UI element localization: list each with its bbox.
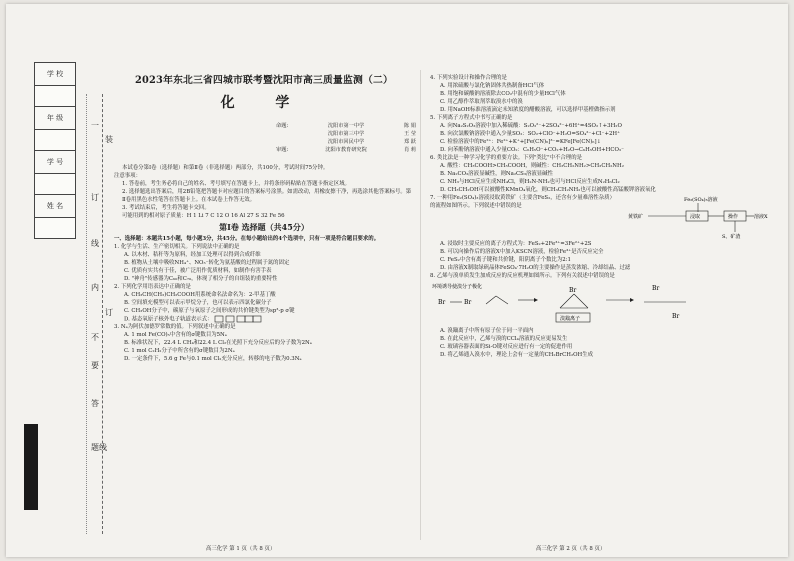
binding-strip: [14, 54, 84, 554]
option: B. 用饱和碳酸钠溶液除去CO₂中混有的少量HCl气体: [440, 91, 566, 97]
option-text: D. 基态氧原子核外电子轨道表示式：: [124, 316, 213, 323]
binding-dotted-line: [86, 94, 87, 534]
field-name-blank[interactable]: [34, 217, 76, 239]
question-stem: 5. 下列离子方程式中书写正确的是: [430, 115, 513, 121]
flow-ore: 黄铁矿: [628, 214, 644, 220]
page-footer-right: 高三化学 第 2 页（共 8 页）: [536, 546, 606, 552]
option: A. 向Na₂S₂O₃溶液中加入稀硫酸：S₂O₃²⁻+2SO₄²⁻+6H⁺=4SO₂↑+3H₂O: [440, 123, 622, 129]
notice-item: 2. 选择题选出答案后，用2B铅笔把答题卡对应题目的答案标号涂黑。如需改动，用橡皮擦干净，再选涂其他答案标号。第Ⅱ卷用黑色水性笔答在答题卡上。在本试卷上作答无效。: [122, 189, 412, 203]
question-stem: 2. 下列化学用语表达中正确的是: [114, 283, 191, 290]
intro-line: 本试卷分第Ⅰ卷（选择题）和第Ⅱ卷（非选择题）两部分，共100分，考试时间75分钟。: [122, 165, 329, 171]
flow-reagent: Fe₂(SO₄)₃溶液: [684, 197, 718, 203]
br-label: Br: [652, 285, 660, 292]
option: C. 优质有实共有于佳，被广泛用作优质材料，如制作有害手表: [124, 267, 272, 274]
mechanism-left-label: 环境诱导使溴分子极化: [432, 284, 483, 290]
seal-char: 一: [91, 121, 99, 130]
black-tab-mark: [24, 424, 38, 510]
author-name: 郑 跃: [403, 139, 416, 146]
option: D. 向苯酚钠溶液中通入少量CO₂：C₆H₅O⁻+CO₂+H₂O→C₆H₅OH+HCO₃⁻: [440, 147, 624, 153]
option: C. CH₃OH分子中，碳原子与氧原子之间形成的共价键类型为sp³-p σ键: [124, 307, 295, 314]
field-id-blank[interactable]: [34, 173, 76, 194]
option: B. 标准状况下，22.4 L CH₄和22.4 L Cl₂在光照下充分反应后的分子数为2Nₐ: [124, 340, 312, 347]
question-stem: 7. 一种用Fe₂(SO₄)₃溶液浸取黄铁矿（主要含FeS₂，还含有少量难溶性杂质）的流程如图所示。下列叙述中错误的是: [430, 195, 615, 209]
author-name: 王 莹: [403, 131, 416, 138]
seal-char: 内: [91, 283, 99, 292]
right-page-body: [430, 74, 782, 359]
student-info-box: [34, 62, 76, 239]
option: C. 玻璃容器表面的Si-O键对反应进行有一定的促进作用: [440, 344, 573, 350]
br-label: Br: [672, 313, 680, 320]
option: B. 可以向操作后的溶液X中加入KSCN溶液，检验Fe³⁺是否反应完全: [440, 249, 604, 255]
option: B. 植物从土壤中吸收NH₄⁺、NO₃⁻转化为氨基酸的过程属于氮的固定: [124, 259, 290, 266]
field-grade-blank[interactable]: [34, 129, 76, 150]
binding-dashed-line: [102, 94, 103, 534]
page-footer-left: 高三化学 第 1 页（共 8 页）: [206, 546, 276, 552]
notice-item: 3. 考试结束后，考生将答题卡交回。: [122, 205, 210, 211]
question-stem: 4. 下列实验设计和操作合理的是: [430, 75, 507, 81]
subject-title: 化 学: [220, 95, 308, 111]
section-intro: 一、选择题：本题共15小题，每小题3分，共45分。在每小题给出的4个选项中，只有一项是符合题目要求的。: [114, 235, 380, 242]
field-grade-label: 年 级: [34, 106, 76, 129]
author-row: [276, 122, 416, 130]
author-name: 肖 莉: [403, 147, 416, 154]
option: C. 检验溶液中的Fe²⁺：Fe²⁺+K⁺+[Fe(CN)₆]³⁻=KFe[Fe(CN)₆]↓: [440, 139, 602, 145]
flow-op: 操作: [728, 214, 739, 220]
question-stem: 8. 乙烯与溴单质发生加成反应的反应机理如图所示。下列有关叙述中错误的是: [430, 273, 615, 279]
question-stem: 1. 化学与生活、生产密切相关。下列说法中正确的是: [114, 243, 240, 250]
option: B. 向次氯酸钠溶液中通入少量SO₂：SO₂+ClO⁻+H₂O=SO₄²⁻+Cl⁻+2H⁺: [440, 131, 620, 137]
author-org: 沈阳市回民中学: [327, 139, 365, 146]
author-org: 沈阳市第三中学: [327, 131, 365, 138]
seal-char: 线: [91, 239, 99, 248]
option: D. 一定条件下，5.6 g Fe与0.1 mol Cl₂充分反应，转移的电子数为0.3Nₐ: [124, 356, 302, 363]
seal-char: 要: [91, 361, 99, 370]
field-id-label: 学 号: [34, 150, 76, 173]
seal-char: 题: [91, 443, 99, 452]
seal-char: 不: [91, 333, 99, 342]
field-school-label: 学 校: [34, 62, 76, 85]
option: B. Na₂CO₃溶液显碱性，则Na₂CS₃溶液显碱性: [440, 171, 553, 177]
option: A. CH₃CH(CH₃)CH₂COOH用系统命名法命名为：2-甲基丁酸: [124, 291, 276, 298]
seal-char: 答: [91, 399, 99, 408]
notice-title: 注意事项：: [114, 173, 141, 179]
option: C. 1 mol C₂H₂分子中所含有的σ键数目为2Nₐ: [124, 348, 235, 355]
author-name: 陈 娟: [403, 123, 416, 129]
option: B. 在此反应中，乙烯与溴的CCl₄溶液的反应更易发生: [440, 336, 568, 342]
author-role: [276, 138, 288, 146]
option: B. 空间填充模型可以表示甲烷分子，也可以表示四氯化碳分子: [124, 299, 272, 306]
atomic-mass-line: 可能用到的相对原子质量：H 1 Li 7 C 12 O 16 Al 27 S 32 Fe 56: [122, 213, 285, 219]
bromonium-label: 溴鎓离子: [560, 316, 581, 322]
br-label: Br: [569, 287, 577, 294]
option: D. "神舟"传感器为C₆₀和C₇₀，体现了相分子的自组装的重要特性: [124, 275, 278, 282]
mechanism-diagram: [430, 280, 770, 324]
notice-item: 1. 答卷前，考生务必将自己的姓名、考号填写在答题卡上，并将条形码粘贴在答题卡指定区域。: [122, 181, 350, 187]
author-row: [276, 130, 416, 138]
author-list: [276, 122, 416, 154]
option: A. 溴鎓离子中所有原子位于同一平面内: [440, 328, 534, 334]
option: D. CH₃CH₂OH可以被酸性KMnO₄氧化，则CH₃CH₂NH₂也可以被酸性高锰酸钾溶液氧化: [440, 187, 656, 193]
br-label: Br: [438, 299, 446, 306]
q7-block: [430, 194, 782, 240]
option: D. 将乙烯通入溴水中，理论上会有一定量的CH₂BrCH₂OH生成: [440, 352, 594, 358]
author-row: [276, 146, 416, 154]
question-stem: 3. Nₐ为阿伏加德罗常数的值。下列叙述中正确的是: [114, 324, 236, 331]
author-role: 命题:: [276, 123, 289, 129]
option: A. 酸性：CH₃COOH>CH₃COOH，则碱性：CH₃CH₂NH₂>CH₃CH₂NH₂: [440, 163, 624, 169]
author-role: 审题:: [276, 147, 289, 154]
orbital-diagram-icon: [214, 315, 274, 323]
flow-filtrate: 溶液X: [754, 214, 768, 220]
field-name-label: 姓 名: [34, 194, 76, 217]
flow-leach: 浸取: [690, 214, 701, 220]
section-title: 第Ⅰ卷 选择题（共45分）: [219, 222, 309, 232]
author-row: [276, 138, 416, 146]
option: A. 用浓硫酸与氯化钠固体共热制备HCl气体: [440, 83, 545, 89]
seal-char: 订: [91, 193, 99, 202]
seal-char: 订: [105, 308, 113, 317]
exam-paper: [6, 4, 788, 557]
option: C. NH₃与HCl反应生成NH₄Cl，则H₂N-NH₂也可与HCl反应生成N₂H₆Cl₂: [440, 179, 620, 185]
option: C. FeS₂中含有离子键和共价键，阳阴离子个数比为2:1: [440, 257, 571, 263]
option: A. 浸取时主要反应的离子方程式为：FeS₂+2Fe³⁺=3Fe²⁺+2S: [440, 241, 592, 247]
option: A. 1 mol Fe(CO)₅中含有的σ键数目为5Nₐ: [124, 332, 227, 339]
author-org: 沈阳市教育研究院: [325, 147, 367, 154]
author-role: [276, 130, 288, 138]
left-page-body: [114, 164, 414, 363]
flow-diagram: [626, 194, 776, 240]
br-label: Br: [464, 299, 472, 306]
field-school-blank[interactable]: [34, 85, 76, 106]
seal-char: 装: [105, 135, 113, 144]
option: A. 以木材、秸秆等为原料，经加工处理可以得到合成纤维: [124, 251, 261, 258]
option: C. 用乙醇作萃取剂萃取溴水中的溴: [440, 99, 523, 105]
option: [114, 315, 414, 324]
option: D. 由溶液X制取绿矾晶体FeSO₄·7H₂O的主要操作是蒸发浓缩、冷却结晶、过滤: [440, 265, 631, 271]
exam-title: 2023年东北三省四城市联考暨沈阳市高三质量监测（二）: [135, 75, 393, 86]
question-stem: 6. 类比法是一种学习化学的重要方法。下列"类比"中不合理的是: [430, 155, 582, 161]
author-org: 沈阳市第一中学: [327, 123, 365, 129]
flow-solid: S、矿渣: [722, 234, 741, 240]
page-divider: [420, 70, 421, 540]
seal-char: 线: [99, 443, 107, 452]
option: D. 用NaOH标准溶液滴定未知浓度的醋酸溶液，可以选择甲基橙做指示剂: [440, 107, 616, 113]
